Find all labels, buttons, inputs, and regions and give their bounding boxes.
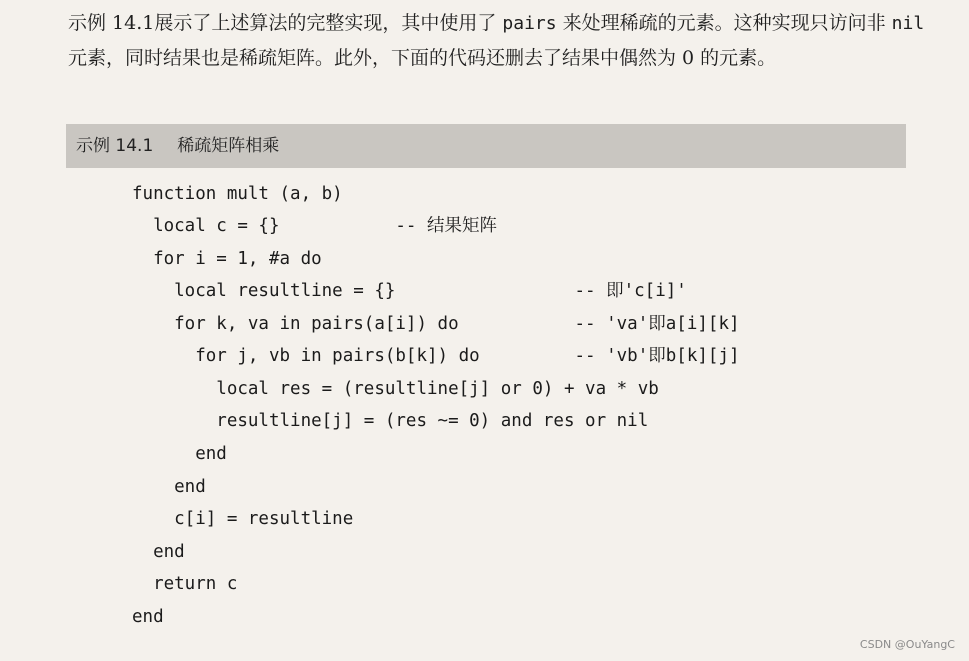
intro-text-3: 元素，同时结果也是稀疏矩阵。此外，下面的代码还删去了结果中偶然为 0 的元素。 (68, 47, 777, 69)
intro-text-2: 来处理稀疏的元素。这种实现只访问非 (556, 12, 892, 34)
code-line: function mult (a, b) (132, 184, 343, 204)
code-line: for i = 1, #a do (132, 249, 322, 269)
code-line: local res = (resultline[j] or 0) + va * vb (132, 379, 659, 399)
code-line: end (132, 477, 206, 497)
code-line: local resultline = {} -- 即'c[i]' (132, 281, 687, 301)
listing-title: 稀疏矩阵相乘 (177, 136, 280, 156)
code-line: end (132, 444, 227, 464)
code-line: local c = {} -- 结果矩阵 (132, 216, 498, 236)
code-line: for j, vb in pairs(b[k]) do -- 'vb'即b[k][j] (132, 346, 740, 366)
listing-caption (66, 124, 906, 168)
code-line: c[i] = resultline (132, 509, 354, 529)
code-term-nil: nil (891, 13, 925, 34)
listing-number: 示例 14.1 (76, 136, 154, 156)
code-line: resultline[j] = (res ~= 0) and res or nil (132, 411, 649, 431)
code-line: for k, va in pairs(a[i]) do -- 'va'即a[i][k] (132, 314, 740, 334)
intro-paragraph (68, 6, 928, 75)
code-term-pairs: pairs (502, 13, 557, 34)
code-line: end (132, 607, 164, 627)
code-line: return c (132, 574, 238, 594)
intro-text-1: 示例 14.1展示了上述算法的完整实现，其中使用了 (68, 12, 503, 34)
code-line: end (132, 542, 185, 562)
watermark: CSDN @OuYangC (859, 638, 955, 651)
